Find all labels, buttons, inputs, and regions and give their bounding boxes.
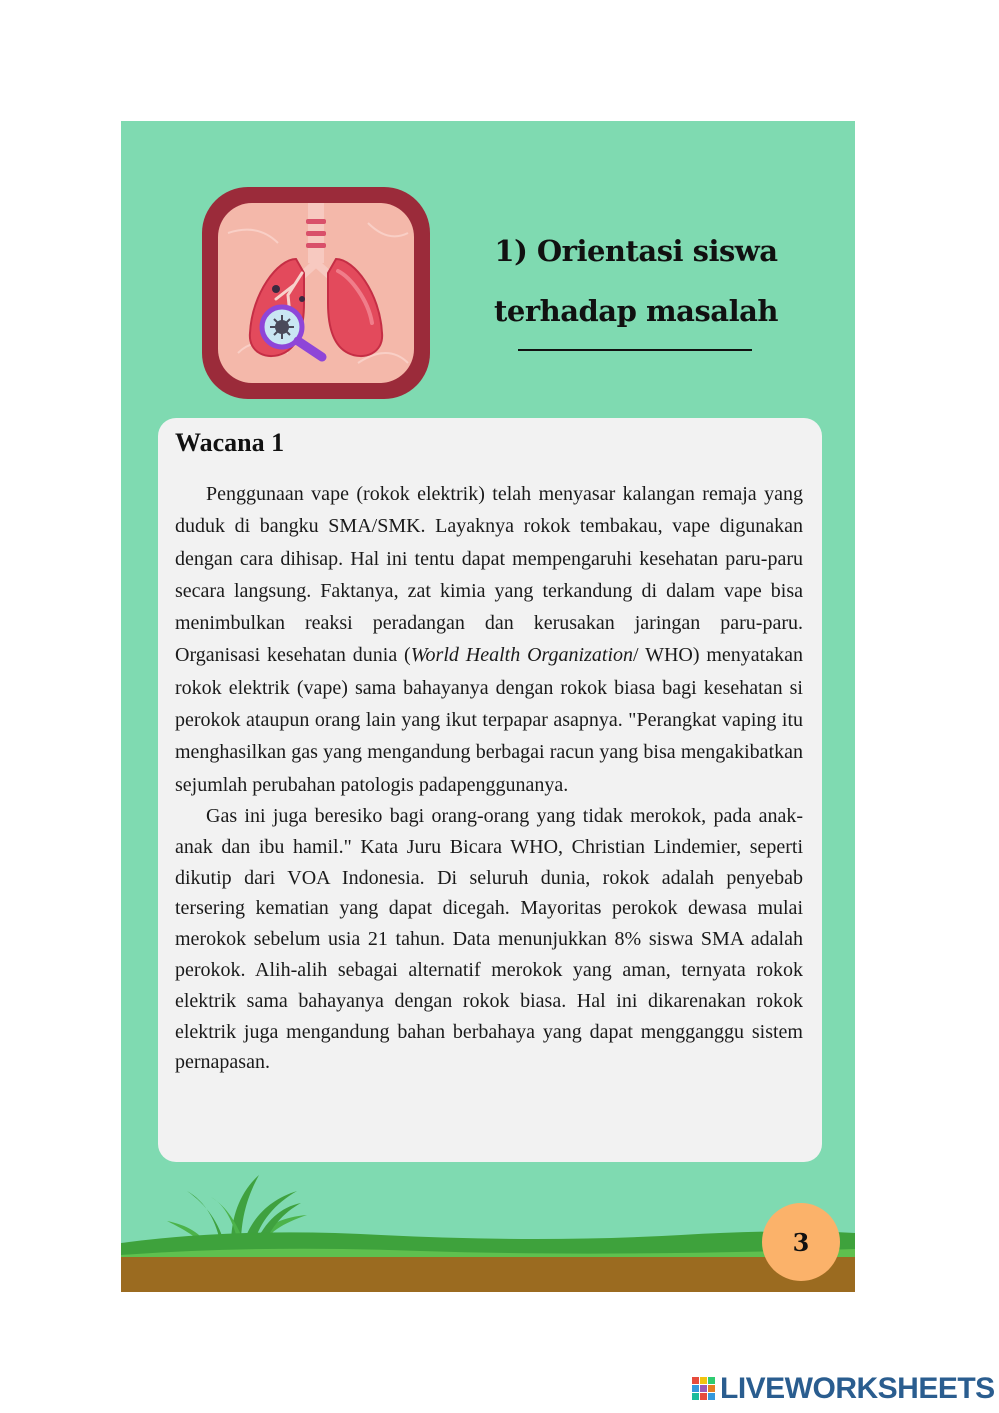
liveworksheets-logo-icon [692,1377,716,1401]
reading-heading: Wacana 1 [175,428,285,457]
reading-card [158,418,822,1162]
paragraph-1-start: Penggunaan vape (rokok elektrik) telah menyasar kalangan remaja yang duduk di bangku SMA/SMK. Layaknya rokok tembakau, vape digunakan dengan cara dihisap. Hal ini tentu dapat mempengaruhi kesehatan paru-paru secara langsung. Faktanya, zat kimia yang terkandung di dalam vape bisa menimbulkan reaksi peradangan dan kerusakan jaringan paru-paru. Organisasi kesehatan dunia ( [175,483,803,667]
section-title-line1: 1) Orientasi siswa [494,234,778,268]
lungs-illustration-tile [202,187,430,399]
reading-paragraph-1 [175,478,803,801]
worksheet-page [121,121,855,1292]
page-number-badge: 3 [762,1203,840,1281]
title-underline [518,349,752,351]
paragraph-1-end: / WHO) menyatakan rokok elektrik (vape) sama bahayanya dengan rokok biasa bagi kesehatan si perokok ataupun orang lain yang ikut terpapar asapnya. "Perangkat vaping itu menghasilkan gas yang mengandung berbagai racun yang bisa mengakibatkan sejumlah perubahan patologis padapenggunanya. [175,644,803,796]
section-title [491,221,781,341]
paragraph-1-italic: World Health Organization [410,644,634,667]
brand-footer[interactable] [692,1372,995,1406]
lungs-magnifier-icon [218,203,414,383]
reading-paragraph-2: Gas ini juga beresiko bagi orang-orang yang tidak merokok, pada anak-anak dan ibu hamil." Kata Juru Bicara WHO, Christian Lindemier, seperti dikutip dari VOA Indonesia. Di seluruh dunia, rokok adalah penyebab tersering kematian yang dapat dicegah. Mayoritas perokok dewasa mulai merokok sebelum usia 21 tahun. Data menunjukkan 8% siswa SMA adalah perokok. Alih-alih sebagai alternatif merokok yang aman, ternyata rokok elektrik sama bahayanya dengan rokok biasa. Hal ini dikarenakan rokok elektrik juga mengandung bahan berbahaya yang dapat mengganggu sistem pernapasan. [175,804,803,1074]
section-title-line2: terhadap masalah [494,294,778,328]
brand-name: LIVEWORKSHEETS [720,1372,995,1405]
reading-body [175,478,803,1078]
grass-ground-decoration [121,1161,855,1292]
